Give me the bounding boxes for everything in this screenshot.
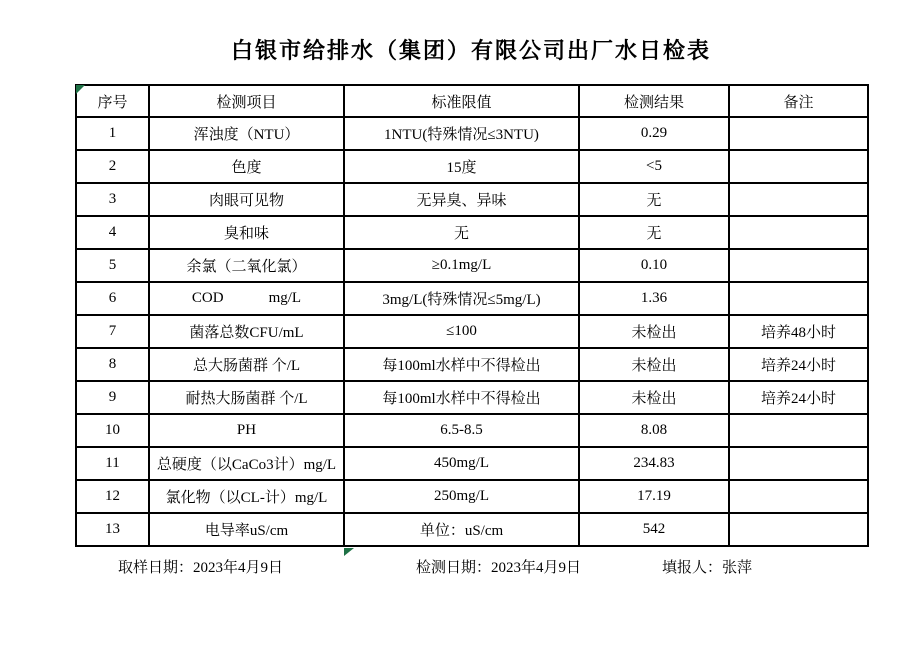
table-row	[76, 348, 868, 381]
cell-standard: 6.5-8.5	[344, 414, 579, 447]
cell-seq: 9	[76, 381, 149, 414]
cell-seq: 10	[76, 414, 149, 447]
cell-seq: 4	[76, 216, 149, 249]
cell-note	[729, 480, 868, 513]
table-row	[76, 117, 868, 150]
cell-item: 总硬度（以CaCo3计）mg/L	[149, 447, 344, 480]
cell-seq: 2	[76, 150, 149, 183]
cell-note	[729, 117, 868, 150]
cell-standard: 每100ml水样中不得检出	[344, 348, 579, 381]
cell-result: 无	[579, 183, 729, 216]
cell-item: 菌落总数CFU/mL	[149, 315, 344, 348]
cell-result: 0.29	[579, 117, 729, 150]
cell-seq: 1	[76, 117, 149, 150]
cell-standard: ≤100	[344, 315, 579, 348]
cell-item: 电导率uS/cm	[149, 513, 344, 546]
cell-standard: 250mg/L	[344, 480, 579, 513]
cell-result: 未检出	[579, 315, 729, 348]
cell-item: COD mg/L	[149, 282, 344, 315]
cell-seq: 7	[76, 315, 149, 348]
header-note: 备注	[729, 85, 868, 117]
cell-result: 0.10	[579, 249, 729, 282]
header-row	[76, 85, 868, 117]
cell-note	[729, 150, 868, 183]
table-row	[76, 216, 868, 249]
table-row	[76, 150, 868, 183]
cell-result: 未检出	[579, 348, 729, 381]
header-seq: 序号	[76, 85, 149, 117]
sampling-date-label: 取样日期：2023年4月9日	[118, 560, 284, 576]
table-row	[76, 447, 868, 480]
green-triangle-marker-bottom-icon	[344, 548, 354, 556]
table-row	[76, 513, 868, 546]
cell-result: <5	[579, 150, 729, 183]
cell-item: 耐热大肠菌群 个/L	[149, 381, 344, 414]
cell-note	[729, 414, 868, 447]
table-row	[76, 315, 868, 348]
cell-item: 总大肠菌群 个/L	[149, 348, 344, 381]
table-row	[76, 414, 868, 447]
cell-result: 1.36	[579, 282, 729, 315]
cell-result: 无	[579, 216, 729, 249]
cell-seq: 11	[76, 447, 149, 480]
cell-seq: 6	[76, 282, 149, 315]
table-row	[76, 282, 868, 315]
cell-note	[729, 249, 868, 282]
cell-note	[729, 447, 868, 480]
cell-seq: 3	[76, 183, 149, 216]
cell-standard: 15度	[344, 150, 579, 183]
green-triangle-marker-top-left-icon	[76, 85, 85, 94]
cell-result: 未检出	[579, 381, 729, 414]
cell-standard: 450mg/L	[344, 447, 579, 480]
header-result: 检测结果	[579, 85, 729, 117]
cell-standard: ≥0.1mg/L	[344, 249, 579, 282]
cell-standard: 无	[344, 216, 579, 249]
cell-item: 氯化物（以CL-计）mg/L	[149, 480, 344, 513]
header-item: 检测项目	[149, 85, 344, 117]
cell-note	[729, 513, 868, 546]
reporter-label: 填报人：张萍	[662, 560, 753, 576]
cell-note	[729, 216, 868, 249]
water-quality-table	[75, 84, 869, 547]
table-row	[76, 183, 868, 216]
cell-seq: 13	[76, 513, 149, 546]
cell-standard: 1NTU(特殊情况≤3NTU)	[344, 117, 579, 150]
cell-note: 培养24小时	[729, 381, 868, 414]
cell-result: 234.83	[579, 447, 729, 480]
cell-item: PH	[149, 414, 344, 447]
footer	[0, 556, 904, 578]
cell-note	[729, 183, 868, 216]
cell-result: 17.19	[579, 480, 729, 513]
table-row	[76, 249, 868, 282]
table-row	[76, 480, 868, 513]
cell-item: 臭和味	[149, 216, 344, 249]
page-title: 白银市给排水（集团）有限公司出厂水日检表	[230, 38, 711, 63]
cell-standard: 3mg/L(特殊情况≤5mg/L)	[344, 282, 579, 315]
cell-item: 色度	[149, 150, 344, 183]
cell-seq: 12	[76, 480, 149, 513]
table-row	[76, 381, 868, 414]
cell-note: 培养48小时	[729, 315, 868, 348]
cell-note	[729, 282, 868, 315]
test-date-label: 检测日期：2023年4月9日	[416, 560, 582, 576]
cell-seq: 8	[76, 348, 149, 381]
cell-standard: 每100ml水样中不得检出	[344, 381, 579, 414]
cell-item: 肉眼可见物	[149, 183, 344, 216]
header-standard: 标准限值	[344, 85, 579, 117]
cell-item: 余氯（二氧化氯）	[149, 249, 344, 282]
cell-standard: 单位：uS/cm	[344, 513, 579, 546]
cell-result: 8.08	[579, 414, 729, 447]
cell-note: 培养24小时	[729, 348, 868, 381]
cell-result: 542	[579, 513, 729, 546]
cell-standard: 无异臭、异味	[344, 183, 579, 216]
cell-seq: 5	[76, 249, 149, 282]
cell-item: 浑浊度（NTU）	[149, 117, 344, 150]
